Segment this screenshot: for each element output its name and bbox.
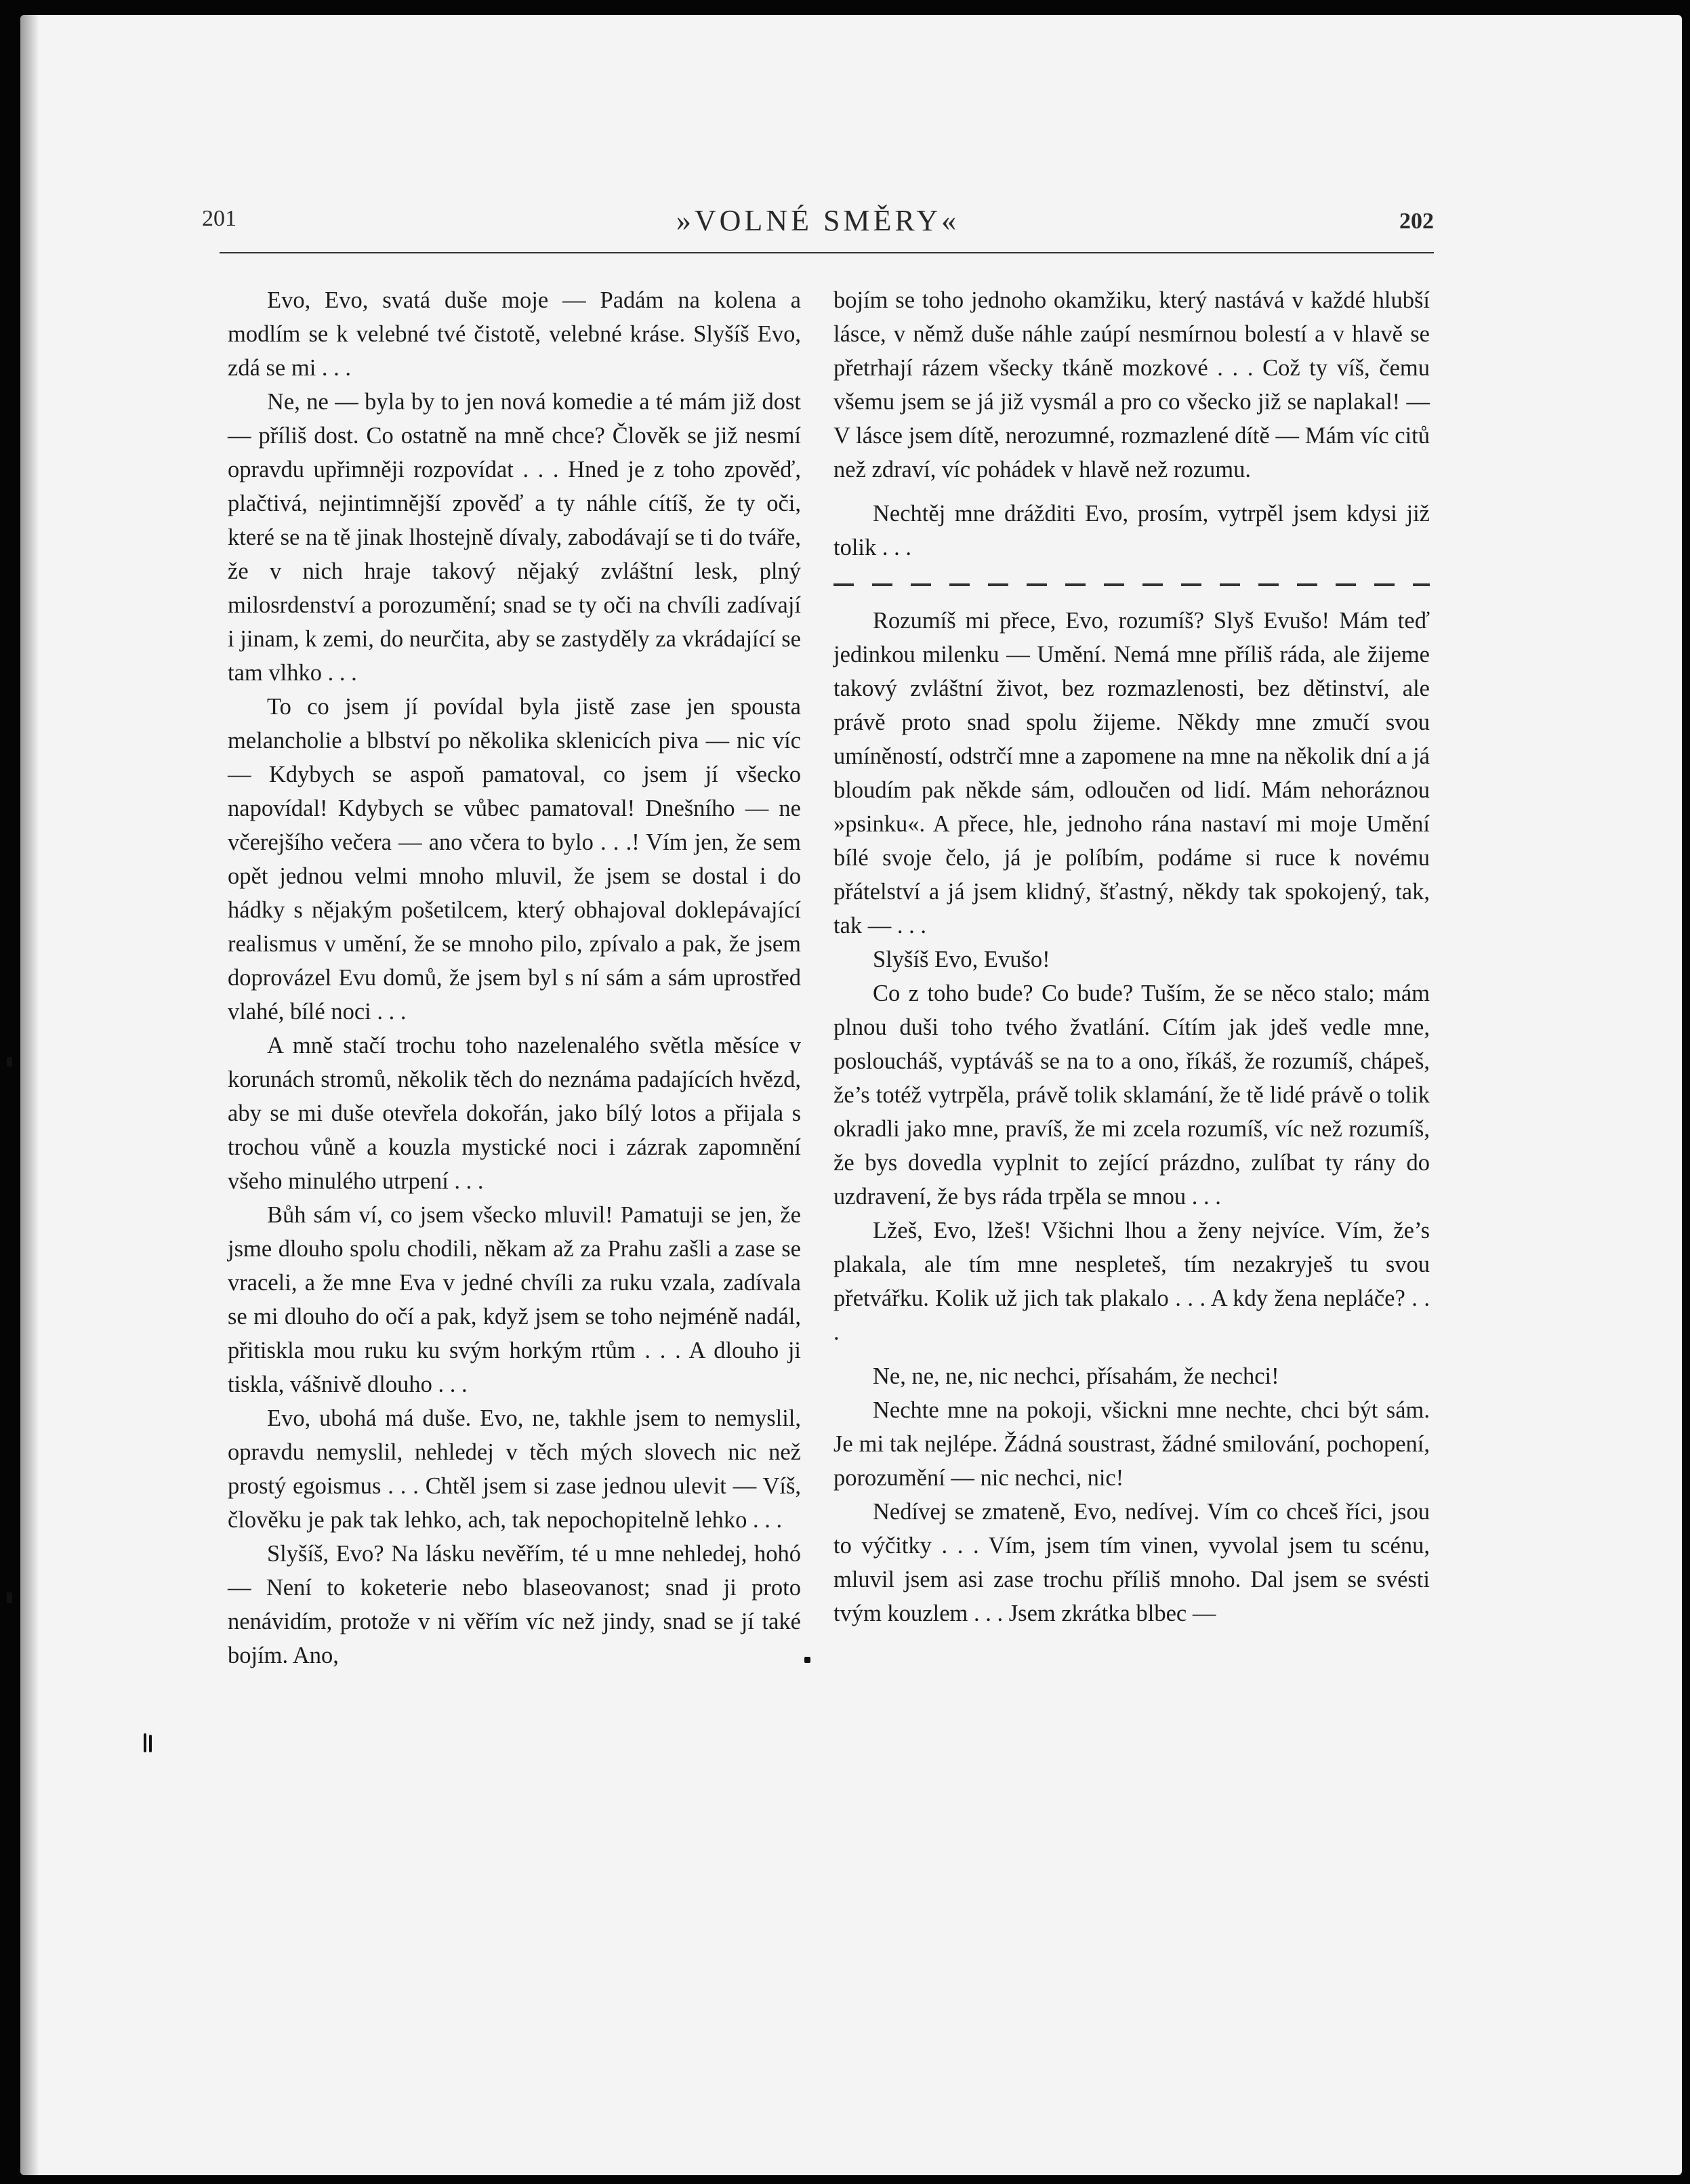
paragraph: Nechte mne na pokoji, všickni mne nechte, chci být sám. Je mi tak nejlépe. Žádná soustrast, žádné smilování, pochopení, porozumění — nic nechci, nic! (833, 1397, 1430, 1491)
journal-title: »VOLNÉ SMĚRY« (676, 204, 960, 237)
paragraph: Bůh sám ví, co jsem všecko mluvil! Pamatuji se jen, že jsme dlouho spolu chodili, někam až za Prahu zašli a zase se vraceli, a že mne Eva v jedné chvíli za ruku vzala, zadívala se mi dlouho do očí a pak, když jsem se toho nejméně nadál, přitiskla mou ruku ku svým horkým rtům . . . A dlouho ji tiskla, vášnivě dlouho . . . (228, 1202, 801, 1397)
running-header (202, 203, 1434, 244)
paragraph: Slyšíš Evo, Evušo! (873, 947, 1050, 972)
paragraph: Co z toho bude? Co bude? Tuším, že se něco stalo; mám plnou duši toho tvého žvatlání. Cítím jak jdeš vedle mne, posloucháš, vyptáváš se na to a ono, říkáš, že rozumíš, chápeš, že’s totéž vytrpěla, právě tolik sklamání, že tě lidé právě o tolik okradli jako mne, pravíš, že mi zcela rozumíš, víc než rozumíš, že bys dovedla vyplnit to zející prázdno, zulíbat ty rány do uzdravení, že bys ráda trpěla se mnou . . . (833, 981, 1430, 1210)
paragraph: A mně stačí trochu toho nazelenalého světla měsíce v korunách stromů, několik těch do neznáma padajících hvězd, aby se mi duše otevřela dokořán, jako bílý lotos a přijala s trochou vůně a kouzla mystické noci i zázrak zapomnění všeho minulého utrpení . . . (228, 1033, 801, 1194)
paragraph: Nechtěj mne drážditi Evo, prosím, vytrpěl jsem kdysi již tolik . . . (833, 501, 1430, 560)
paragraph: To co jsem jí povídal byla jistě zase jen spousta melancholie a blbství po několika sklenicích piva — nic víc — Kdybych se aspoň pamatoval, co jsem jí všecko napovídal! Kdybych se vůbec pamatoval! Dnešního — ne včerejšího večera — ano včera to bylo . . .! Vím jen, že sem opět jednou velmi mnoho mluvil, že jsem se dostal i do hádky s nějakým pošetilcem, který obhajoval doklepávající realismus v umění, že se mnoho pilo, zpívalo a pak, že jsem doprovázel Evu domů, že jsem byl s ní sám a sám uprostřed vlahé, bílé noci . . . (228, 694, 801, 1025)
header-rule (220, 252, 1434, 253)
margin-mark (7, 1592, 12, 1603)
margin-mark (149, 1735, 152, 1752)
paragraph: Ne, ne — byla by to jen nová komedie a té mám již dost — příliš dost. Co ostatně na mně chce? Člověk se již nesmí opravdu upřimněji rozpovídat . . . Hned je z toho zpověď, plačtivá, nejintimnější zpověď a ty náhle cítíš, že ty oči, které se na tě jinak lhostejně dívaly, zabodávají se ti do tváře, že v nich hraje takový nějaký zvláštní lesk, plný milosrdenství a porozumění; snad se ty oči na chvíli zadívají i jinam, k zemi, do neurčita, aby se zastyděly za vkrádající se tam vlhko . . . (228, 389, 801, 686)
page-number-right: 202 (1399, 209, 1434, 234)
section-break-dashes (833, 583, 1430, 586)
margin-mark (144, 1733, 146, 1752)
paragraph: Rozumíš mi přece, Evo, rozumíš? Slyš Evušo! Mám teď jedinkou milenku — Umění. Nemá mne příliš ráda, ale žijeme takový zvláštní život, bez rozmazlenosti, bez dětinství, ale právě proto snad spolu žijeme. Někdy mne zmučí svou umíněností, odstrčí mne a zapomene na mne na několik dní a já bloudím pak někde sám, odloučen od lidí. Mám nehoráznou »psinku«. A přece, hle, jednoho rána nastaví mi moje Umění bílé svoje čelo, já je políbím, podáme si ruce k novému přátelství a já jsem klidný, šťastný, někdy tak spokojený, tak, tak — . . . (833, 608, 1430, 939)
paragraph: bojím se toho jednoho okamžiku, který nastává v každé hlubší lásce, v němž duše náhle zaúpí nesmírnou bolestí a v hlavě se přetrhají rázem všecky tkáně mozkové . . . Což ty víš, čemu všemu jsem se já již vysmál a pro co všecko již se naplakal! — V lásce jsem dítě, nerozumné, rozmazlené dítě — Mám víc citů než zdraví, víc pohádek v hlavě než rozumu. (833, 287, 1430, 482)
paragraph: Evo, ubohá má duše. Evo, ne, takhle jsem to nemyslil, opravdu nemyslil, nehledej v těch mých slovech nic než prostý egoismus . . . Chtěl jsem si zase jednou ulevit — Víš, člověku je pak tak lehko, ach, tak nepochopitelně lehko . . . (228, 1405, 801, 1533)
paragraph: Lžeš, Evo, lžeš! Všichni lhou a ženy nejvíce. Vím, že’s plakala, ale tím mne nespleteš, tím nezakryješ tu svou přetvářku. Kolik už jich tak plakalo . . . A kdy žena nepláče? . . . (833, 1218, 1430, 1345)
left-column (228, 283, 801, 1672)
binding-shadow (20, 15, 39, 2175)
paragraph: Slyšíš, Evo? Na lásku nevěřím, té u mne nehledej, hohó — Není to koketerie nebo blaseovanost; snad ji proto nenávidím, protože v ni věřím víc než jindy, snad se jí také bojím. Ano, (228, 1541, 801, 1668)
paragraph: Evo, Evo, svatá duše moje — Padám na kolena a modlím se k velebné tvé čistotě, velebné kráse. Slyšíš Evo, zdá se mi . . . (228, 287, 801, 381)
paragraph: Nedívej se zmateně, Evo, nedívej. Vím co chceš říci, jsou to výčitky . . . Vím, jsem tím vinen, vyvolal jsem tu scénu, mluvil jsem asi zase trochu příliš mnoho. Dal jsem se svésti tvým kouzlem . . . Jsem zkrátka blbec — (833, 1499, 1430, 1626)
margin-mark (7, 1057, 12, 1067)
paragraph: Ne, ne, ne, nic nechci, přísahám, že nechci! (873, 1363, 1279, 1389)
right-column (833, 283, 1430, 1630)
ink-speck (804, 1657, 810, 1663)
page-number-left: 201 (202, 206, 236, 231)
